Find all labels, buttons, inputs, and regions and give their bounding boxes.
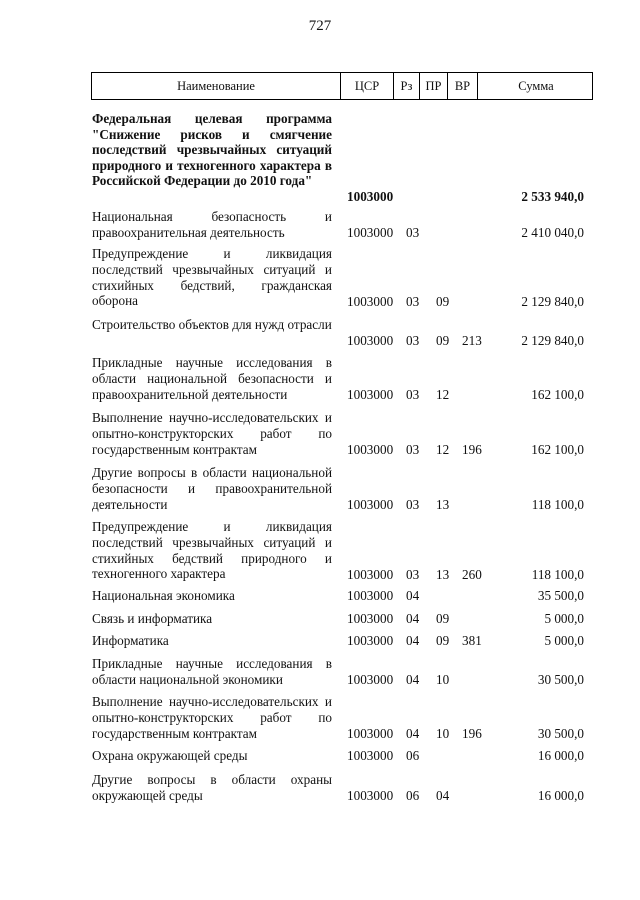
row-pr: 12 — [436, 387, 450, 403]
row-csr: 1003000 — [347, 387, 394, 403]
row-pr: 09 — [436, 633, 450, 649]
table-row — [0, 588, 640, 604]
row-csr: 1003000 — [347, 333, 394, 349]
row-sum: 162 100,0 — [531, 442, 584, 458]
header-rz: Рз — [393, 73, 419, 99]
row-name: Федеральная целевая программа "Снижение рисков и смягчение последствий чрезвычайных ситуаций природного и техногенного характера в Российской Федерации до 2010 года" — [92, 111, 332, 189]
row-csr: 1003000 — [347, 294, 394, 310]
row-name: Другие вопросы в области национальной безопасности и правоохранительной деятельности — [92, 465, 332, 512]
row-rz: 03 — [406, 294, 420, 310]
row-csr: 1003000 — [347, 748, 394, 764]
row-sum: 30 500,0 — [537, 672, 584, 688]
row-vr: 381 — [462, 633, 482, 649]
row-rz: 04 — [406, 633, 420, 649]
row-name: Информатика — [92, 633, 169, 648]
row-pr: 12 — [436, 442, 450, 458]
row-pr: 09 — [436, 294, 450, 310]
row-sum: 162 100,0 — [531, 387, 584, 403]
table-row — [0, 694, 640, 742]
table-row — [0, 519, 640, 583]
row-pr: 13 — [436, 567, 450, 583]
table-row — [0, 355, 640, 403]
row-rz: 04 — [406, 611, 420, 627]
row-sum: 2 129 840,0 — [521, 294, 584, 310]
row-csr: 1003000 — [347, 633, 394, 649]
row-sum: 2 410 040,0 — [521, 225, 584, 241]
row-sum: 16 000,0 — [537, 788, 584, 804]
table-row — [0, 209, 640, 241]
row-sum: 2 129 840,0 — [521, 333, 584, 349]
row-rz: 03 — [406, 333, 420, 349]
header-sum: Сумма — [477, 73, 594, 99]
row-sum: 5 000,0 — [544, 633, 584, 649]
row-name: Строительство объектов для нужд отрасли — [92, 317, 332, 332]
row-name: Предупреждение и ликвидация последствий чрезвычайных ситуаций и стихийных бедствий, гражданская оборона — [92, 246, 332, 309]
row-csr: 1003000 — [347, 788, 394, 804]
table-row — [0, 633, 640, 649]
row-name: Национальная экономика — [92, 588, 235, 603]
row-name: Прикладные научные исследования в области национальной экономики — [92, 656, 332, 687]
row-csr: 1003000 — [347, 567, 394, 583]
row-csr: 1003000 — [347, 726, 394, 742]
row-name: Предупреждение и ликвидация последствий чрезвычайных ситуаций и стихийных бедствий природного и техногенного характера — [92, 519, 332, 582]
row-sum: 2 533 940,0 — [521, 189, 584, 205]
row-sum: 5 000,0 — [544, 611, 584, 627]
row-rz: 06 — [406, 748, 420, 764]
row-sum: 118 100,0 — [531, 497, 584, 513]
table-header — [91, 72, 593, 100]
page-number: 727 — [308, 18, 332, 34]
row-vr: 260 — [462, 567, 482, 583]
table-row — [0, 656, 640, 688]
table-row — [0, 772, 640, 804]
header-csr: ЦСР — [340, 73, 393, 99]
table-row — [0, 246, 640, 310]
row-pr: 10 — [436, 672, 450, 688]
row-rz: 03 — [406, 497, 420, 513]
row-vr: 213 — [462, 333, 482, 349]
row-pr: 10 — [436, 726, 450, 742]
row-rz: 03 — [406, 442, 420, 458]
row-name: Выполнение научно-исследовательских и опытно-конструкторских работ по государственным контрактам — [92, 410, 332, 457]
row-sum: 30 500,0 — [537, 726, 584, 742]
row-csr: 1003000 — [347, 588, 394, 604]
row-rz: 04 — [406, 672, 420, 688]
row-name: Другие вопросы в области охраны окружающей среды — [92, 772, 332, 803]
header-name: Наименование — [177, 78, 255, 93]
row-sum: 35 500,0 — [537, 588, 584, 604]
row-rz: 03 — [406, 567, 420, 583]
row-csr: 1003000 — [347, 189, 394, 205]
table-row — [0, 465, 640, 513]
row-name: Охрана окружающей среды — [92, 748, 248, 763]
row-name: Выполнение научно-исследовательских и опытно-конструкторских работ по государственным контрактам — [92, 694, 332, 741]
row-name: Национальная безопасность и правоохранительная деятельность — [92, 209, 332, 240]
table-row — [0, 317, 640, 349]
row-csr: 1003000 — [347, 442, 394, 458]
table-row — [0, 748, 640, 764]
table-row — [0, 111, 640, 205]
row-rz: 06 — [406, 788, 420, 804]
row-name: Связь и информатика — [92, 611, 213, 626]
row-csr: 1003000 — [347, 672, 394, 688]
row-name: Прикладные научные исследования в области национальной безопасности и правоохранительной деятельности — [92, 355, 332, 402]
row-pr: 13 — [436, 497, 450, 513]
row-rz: 03 — [406, 387, 420, 403]
table-row — [0, 410, 640, 458]
table-row — [0, 611, 640, 627]
header-pr: ПР — [419, 73, 447, 99]
row-pr: 09 — [436, 611, 450, 627]
row-pr: 09 — [436, 333, 450, 349]
row-sum: 118 100,0 — [531, 567, 584, 583]
row-csr: 1003000 — [347, 611, 394, 627]
row-rz: 03 — [406, 225, 420, 241]
row-rz: 04 — [406, 726, 420, 742]
row-vr: 196 — [462, 442, 482, 458]
row-pr: 04 — [436, 788, 450, 804]
row-rz: 04 — [406, 588, 420, 604]
header-vr: ВР — [447, 73, 477, 99]
row-sum: 16 000,0 — [537, 748, 584, 764]
row-csr: 1003000 — [347, 497, 394, 513]
row-csr: 1003000 — [347, 225, 394, 241]
row-vr: 196 — [462, 726, 482, 742]
